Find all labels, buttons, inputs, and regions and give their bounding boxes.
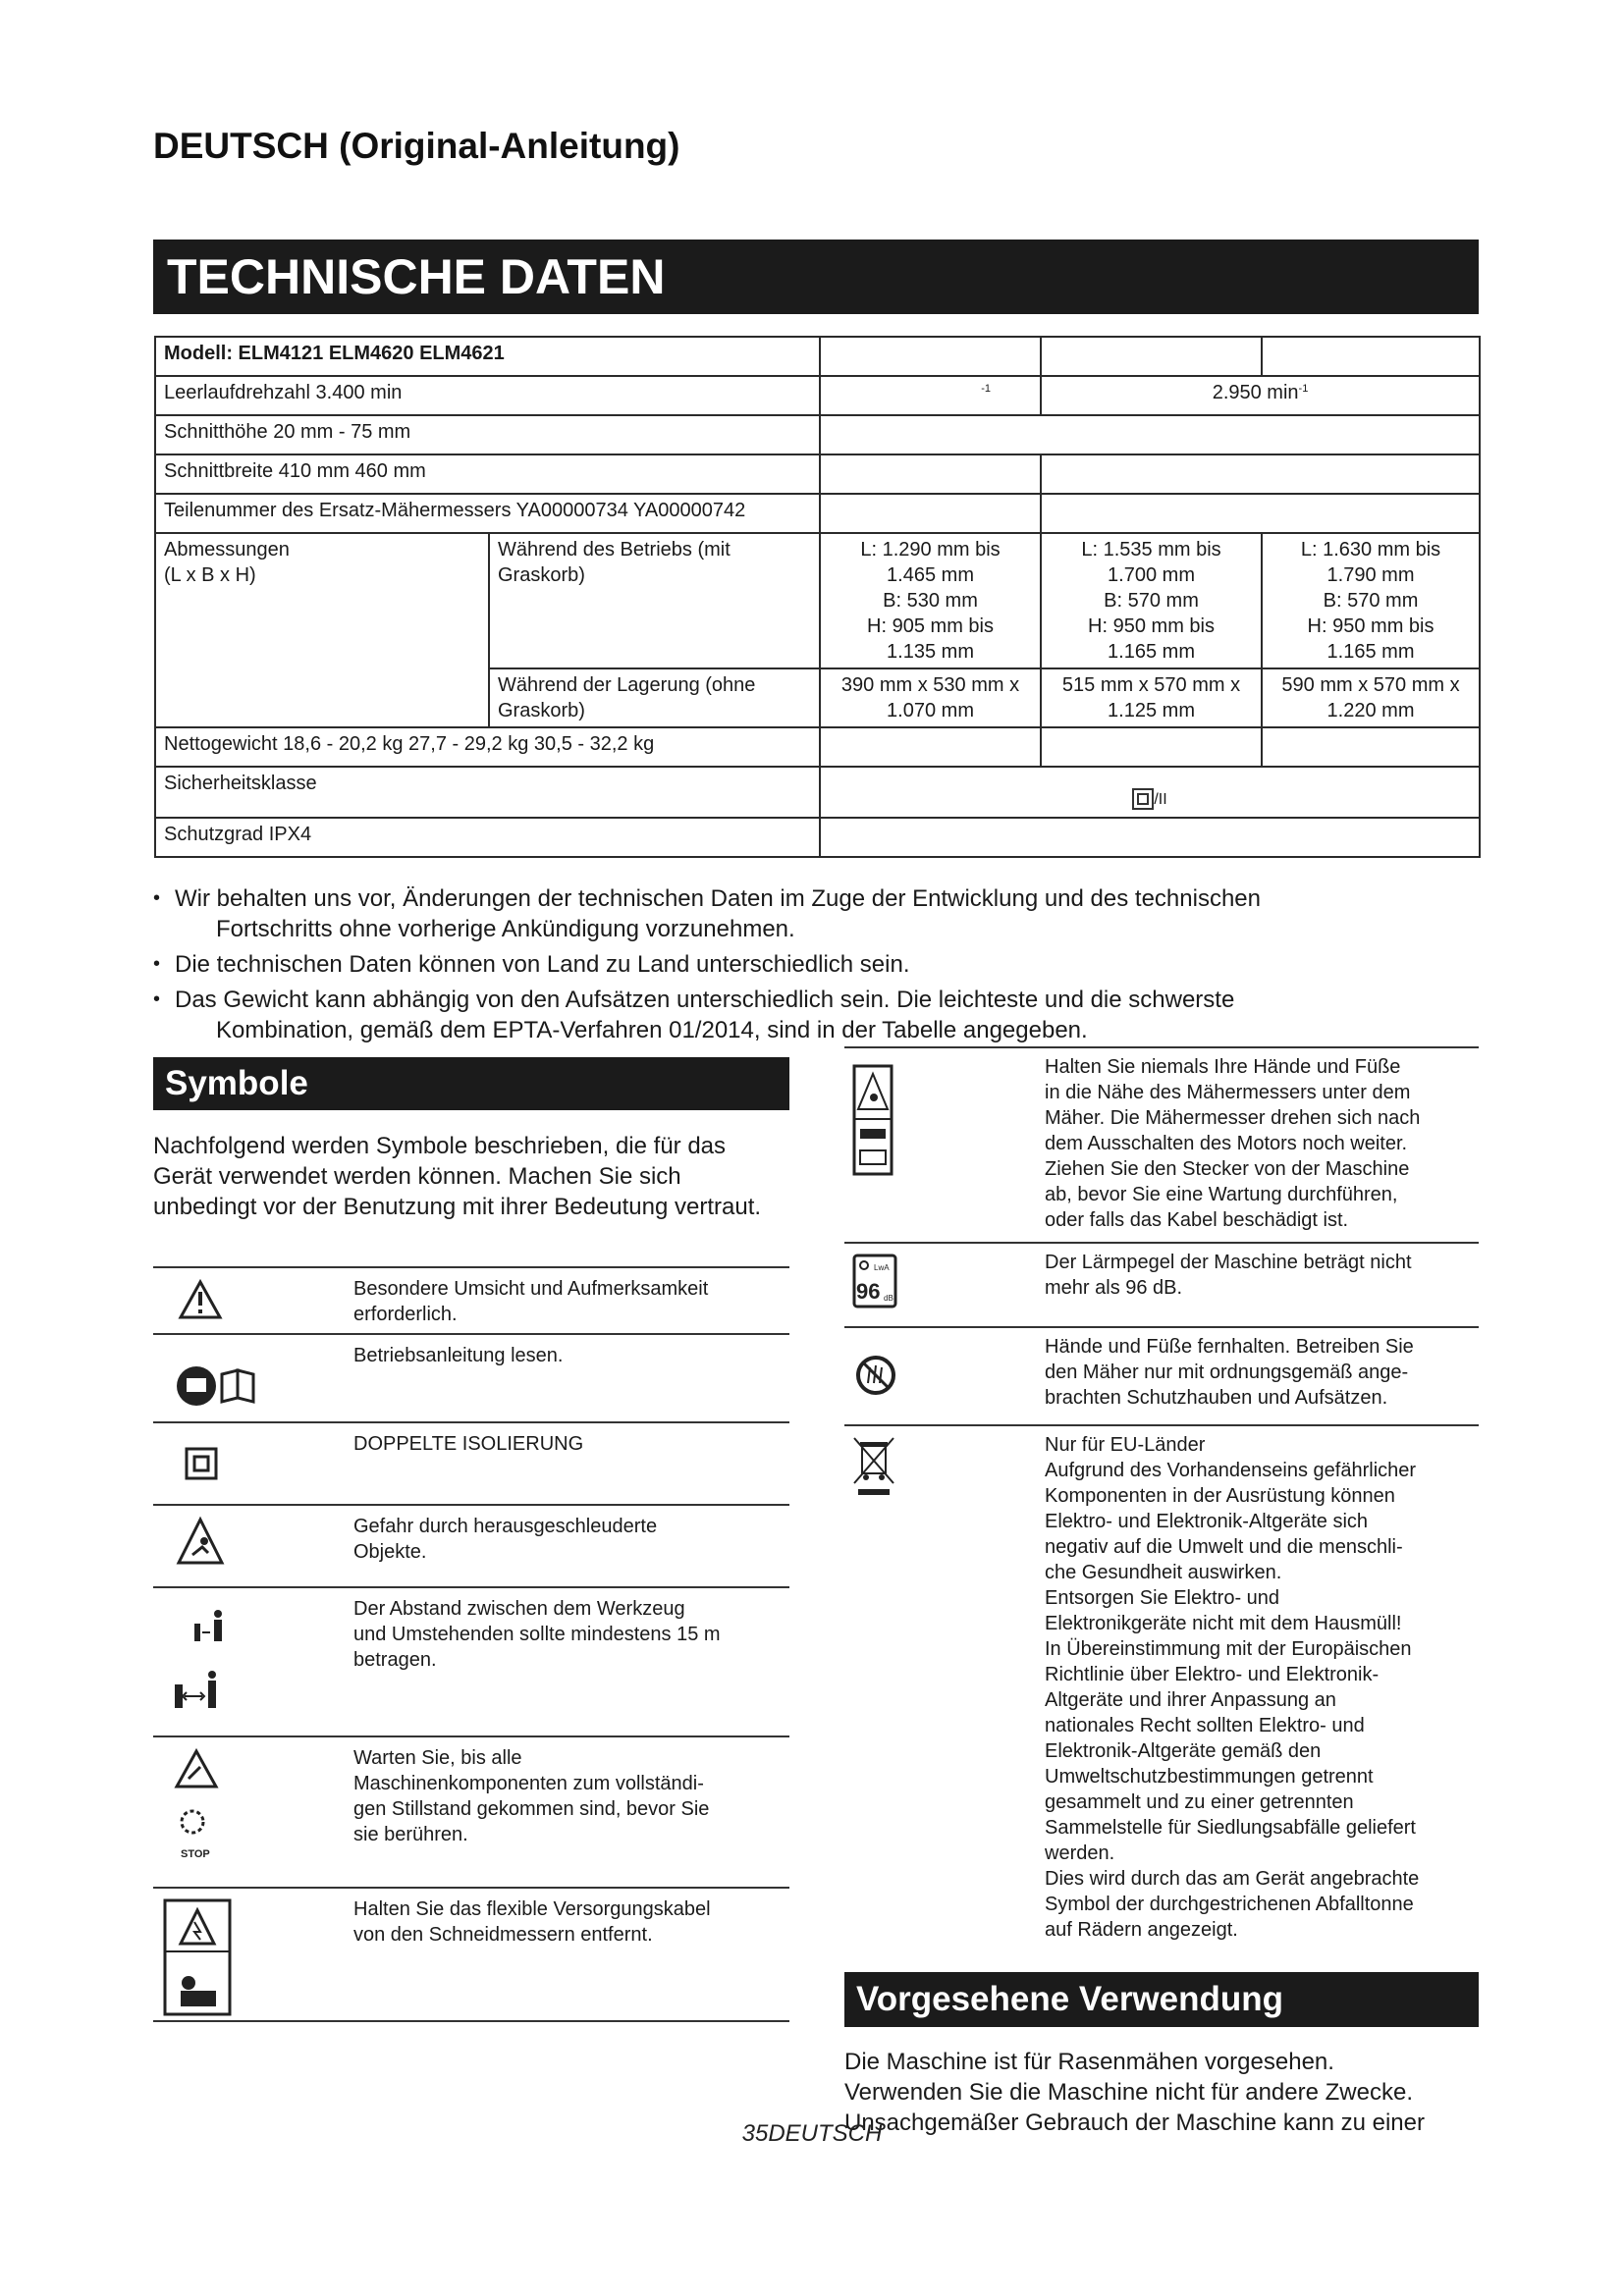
table-row bbox=[155, 727, 1480, 767]
storage-label: Während der Lagerung (ohne Graskorb) bbox=[489, 668, 820, 727]
symbol-row: Der Abstand zwischen dem Werkzeug und Umstehenden sollte mindestens 15 m betragen. bbox=[153, 1588, 789, 1737]
thrown-objects-icon bbox=[153, 1506, 350, 1586]
symbol-row: STOP Warten Sie, bis alle Maschinenkomponenten zum vollständi- gen Stillstand gekommen sind, bevor Sie sie berühren. bbox=[153, 1737, 789, 1889]
double-insulation-icon bbox=[153, 1423, 350, 1504]
operation-value-2: L: 1.535 mm bis 1.700 mm B: 570 mm H: 950 mm bis 1.165 mm bbox=[1041, 533, 1262, 668]
section-heading-technische-daten: TECHNISCHE DATEN bbox=[153, 240, 1479, 314]
symbol-row: Besondere Umsicht und Aufmerksamkeit erforderlich. bbox=[153, 1268, 789, 1335]
symbol-row: DOPPELTE ISOLIERUNG bbox=[153, 1423, 789, 1506]
note-item: • Das Gewicht kann abhängig von den Aufsätzen unterschiedlich sein. Die leichteste und die schwerste Kombination, gemäß dem EPTA-Verfahren 01/2014, sind in der Tabelle angegeben. bbox=[153, 985, 1479, 1045]
blade-part-number-cell: Teilenummer des Ersatz-Mähermessers YA00000734 YA00000742 bbox=[155, 494, 820, 533]
symbol-table-right bbox=[844, 1046, 1479, 1941]
noise-unit: dB bbox=[884, 1294, 893, 1303]
storage-value-2: 515 mm x 570 mm x 1.125 mm bbox=[1041, 668, 1262, 727]
table-row bbox=[155, 767, 1480, 818]
symbole-intro: Nachfolgend werden Symbole beschrieben, die für das Gerät verwendet werden können. Machen Sie sich unbedingt vor der Benutzung mit ihrer Bedeutung vertraut. bbox=[153, 1133, 762, 1220]
idle-speed-value: 2.950 $\min^{-1}$ bbox=[1041, 376, 1480, 415]
double-insulation-icon bbox=[1132, 788, 1154, 810]
safety-class-value: /II bbox=[820, 767, 1480, 818]
symbol-row: LwA 96 dB Der Lärmpegel der Maschine beträgt nicht mehr als 96 dB. bbox=[844, 1244, 1479, 1328]
operation-value-1: L: 1.290 mm bis 1.465 mm B: 530 mm H: 905 mm bis 1.135 mm bbox=[820, 533, 1041, 668]
specifications-table bbox=[154, 336, 1481, 858]
table-row bbox=[155, 533, 1480, 668]
warning-triangle-icon bbox=[153, 1268, 350, 1333]
verwendung-text: Die Maschine ist für Rasenmähen vorgesehen. Verwenden Sie die Maschine nicht für andere Zwecke. Unsachgemäßer Gebrauch der Maschine kann zu einer bbox=[844, 2049, 1425, 2136]
protection-degree-cell: Schutzgrad IPX4 bbox=[155, 818, 820, 857]
noise-level-icon bbox=[844, 1244, 1041, 1326]
net-weight-cell: Nettogewicht 18,6 - 20,2 kg 27,7 - 29,2 kg 30,5 - 32,2 kg bbox=[155, 727, 820, 767]
storage-value-3: 590 mm x 570 mm x 1.220 mm bbox=[1262, 668, 1480, 727]
storage-value-1: 390 mm x 530 mm x 1.070 mm bbox=[820, 668, 1041, 727]
dimensions-label: Abmessungen (L x B x H) bbox=[155, 533, 489, 727]
section-heading-symbole: Symbole bbox=[153, 1057, 789, 1110]
cutting-width-cell: Schnittbreite 410 mm 460 mm bbox=[155, 454, 820, 494]
section-heading-vorgesehene-verwendung: Vorgesehene Verwendung bbox=[844, 1972, 1479, 2027]
wait-stop-icon bbox=[153, 1737, 350, 1887]
operation-value-3: L: 1.630 mm bis 1.790 mm B: 570 mm H: 950 mm bis 1.165 mm bbox=[1262, 533, 1480, 668]
safety-class-label: Sicherheitsklasse bbox=[155, 767, 820, 818]
note-item: • Die technischen Daten können von Land zu Land unterschiedlich sein. bbox=[153, 949, 1479, 980]
symbol-row: Nur für EU-Länder Aufgrund des Vorhandenseins gefährlicher Komponenten in der Ausrüstung können Elektro- und Elektronik-Altgeräte sich negativ auf die Umwelt und die menschli- che Gesundheit auswirken. Entsorgen Sie Elektro- und Elektronikgeräte nicht mit dem Hausmüll! In Übereinstimmung mit der Europäischen Richtlinie über Elektro- und Elektronik- Altgeräte und ihrer Anpassung an nationales Recht sollten Elektro- und Elektronik-Altgeräte gemäß den Umweltschutzbestimmungen getrennt gesammelt und zu einer getrennten Sammelstelle für Siedlungsabfälle geliefert werden. Dies wird durch das am Gerät angebrachte Symbol der durchgestrichenen Abfalltonne auf Rädern angezeigt. bbox=[844, 1426, 1479, 1937]
cutting-height-cell: Schnitthöhe 20 mm - 75 mm bbox=[155, 415, 820, 454]
note-item: • Wir behalten uns vor, Änderungen der technischen Daten im Zuge der Entwicklung und des technischen Fortschritts ohne vorherige Ankündigung vorzunehmen. bbox=[153, 883, 1479, 944]
symbol-row: Halten Sie das flexible Versorgungskabel von den Schneidmessern entfernt. bbox=[153, 1889, 789, 2022]
tech-notes bbox=[153, 883, 1479, 1050]
operation-label: Während des Betriebs (mit Graskorb) bbox=[489, 533, 820, 668]
symbol-row: Gefahr durch herausgeschleuderte Objekte. bbox=[153, 1506, 789, 1588]
table-row bbox=[155, 494, 1480, 533]
table-row bbox=[155, 415, 1480, 454]
blade-hazard-icon bbox=[844, 1048, 1041, 1242]
table-row bbox=[155, 818, 1480, 857]
noise-value: 96 bbox=[856, 1279, 881, 1304]
keep-distance-icon bbox=[153, 1588, 350, 1735]
symbol-row: Halten Sie niemals Ihre Hände und Füße in die Nähe des Mähermessers unter dem Mäher. Die Mähermesser drehen sich nach dem Ausschalten des Motors noch weiter. Ziehen Sie den Stecker von der Maschine ab, bevor Sie eine Wartung durchführen, oder falls das Kabel beschädigt ist. bbox=[844, 1048, 1479, 1244]
symbol-table-left bbox=[153, 1266, 789, 2022]
cable-away-icon bbox=[153, 1889, 350, 2020]
table-row bbox=[155, 337, 1480, 376]
symbol-row: Hände und Füße fernhalten. Betreiben Sie den Mäher nur mit ordnungsgemäß ange- brachten Schutzhauben und Aufsätzen. bbox=[844, 1328, 1479, 1426]
page-language-header: DEUTSCH (Original-Anleitung) bbox=[153, 126, 680, 166]
noise-label: LwA bbox=[874, 1263, 890, 1272]
page-footer: 35DEUTSCH bbox=[741, 2120, 883, 2147]
table-row bbox=[155, 454, 1480, 494]
symbol-row: Betriebsanleitung lesen. bbox=[153, 1335, 789, 1423]
hands-feet-away-icon bbox=[844, 1328, 1041, 1424]
stop-label: STOP bbox=[181, 1848, 210, 1860]
read-manual-icon bbox=[153, 1335, 350, 1421]
weee-bin-icon bbox=[844, 1426, 1041, 1937]
table-row: Leerlaufdrehzahl 3.400 min $^{-1}$ 2.950 $\min^{-1}$ bbox=[155, 376, 1480, 415]
idle-speed-cell: Leerlaufdrehzahl 3.400 min bbox=[155, 376, 820, 415]
model-cell: Modell: ELM4121 ELM4620 ELM4621 bbox=[155, 337, 820, 376]
